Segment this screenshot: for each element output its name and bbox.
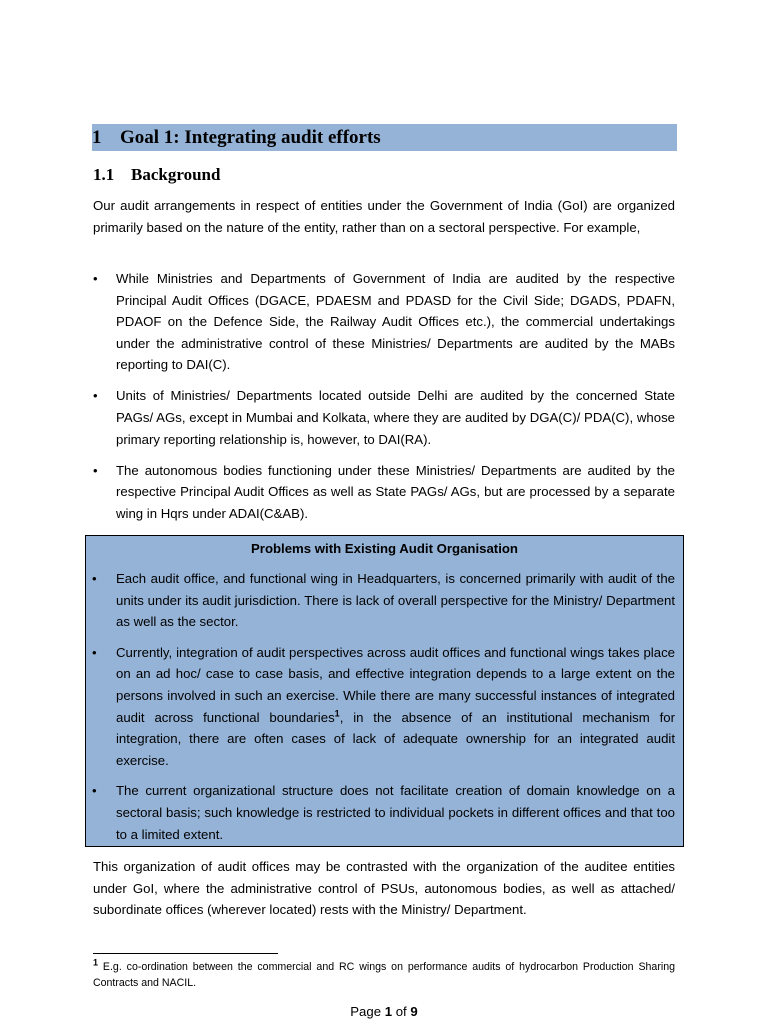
box-list-item <box>92 780 675 845</box>
bullet-icon: • <box>93 388 98 404</box>
bullet-icon: • <box>93 271 98 286</box>
footer-prefix: Page <box>350 1004 385 1019</box>
footnote-reference[interactable]: 1 <box>334 708 340 719</box>
bullet-list <box>93 268 675 534</box>
intro-paragraph: Our audit arrangements in respect of entities under the Government of India (GoI) are organized primarily based on the nature of the entity, rather than on a sectoral perspective. For example, <box>93 198 675 235</box>
footnote-divider <box>93 953 278 954</box>
footnote <box>93 959 675 991</box>
bullet-icon: • <box>92 783 97 799</box>
bullet-icon: • <box>92 644 97 660</box>
box-item-text: Each audit office, and functional wing in Headquarters, is concerned primarily with audit of the units under its audit jurisdiction. There is lack of overall perspective for the Ministry/ Department as well as the sector. <box>116 571 675 630</box>
list-item <box>93 460 675 525</box>
subsection-heading <box>93 164 220 186</box>
box-list-item <box>92 642 675 772</box>
page-footer <box>0 1002 768 1022</box>
box-list-item <box>92 568 675 633</box>
box-item-text: Currently, integration of audit perspectives across audit offices and functional wings takes place on an ad hoc/ case to case basis, and effective integration depends to a large extent on the persons involved in such an exercise. While there are many successful instances of integrated audit across functional boundaries <box>116 644 675 725</box>
section-heading <box>92 124 677 151</box>
closing-paragraph: This organization of audit offices may be contrasted with the organization of the auditee entities under GoI, where the administrative control of PSUs, autonomous bodies, as well as attached/ subordinate offices (wherever located) rests with the Ministry/ Department. <box>93 859 675 918</box>
section-title: Goal 1: Integrating audit efforts <box>120 127 381 148</box>
total-pages: 9 <box>410 1004 418 1019</box>
box-item-text: The current organizational structure does not facilitate creation of domain knowledge on a sectoral basis; such knowledge is restricted to individual pockets in different offices and that too to a limited extent. <box>116 783 675 842</box>
footnote-marker: 1 <box>93 957 99 968</box>
problems-box <box>85 535 684 847</box>
subsection-title: Background <box>131 165 221 184</box>
box-title: Problems with Existing Audit Organisation <box>251 541 518 556</box>
bullet-icon: • <box>92 571 97 586</box>
footnote-text: E.g. co-ordination between the commercial and RC wings on performance audits of hydrocarbon Production Sharing Contracts and NACIL. <box>93 961 675 989</box>
section-number: 1 <box>92 127 102 148</box>
list-item <box>93 268 675 376</box>
list-item-text: Units of Ministries/ Departments located outside Delhi are audited by the concerned State PAGs/ AGs, except in Mumbai and Kolkata, where they are audited by DGA(C)/ PDA(C), whose primary reporting relationship is, however, to DAI(RA). <box>116 388 675 447</box>
list-item <box>93 385 675 450</box>
bullet-icon: • <box>93 462 98 478</box>
list-item-text: The autonomous bodies functioning under these Ministries/ Departments are audited by the respective Principal Audit Offices as well as State PAGs/ AGs, but are processed by a separate wing in Hqrs under ADAI(C&AB). <box>116 462 675 521</box>
footer-middle: of <box>392 1004 411 1019</box>
box-item-text-cont: , in the absence of an institutional mechanism for integration, there are often cases of lack of adequate ownership for an integrated audit exercise. <box>116 709 675 768</box>
subsection-number: 1.1 <box>93 165 115 184</box>
list-item-text: While Ministries and Departments of Government of India are audited by the respective Principal Audit Offices (DGACE, PDAESM and PDASD for the Civil Side; DGADS, PDAFN, PDAOF on the Defence Side, the Railway Audit Offices etc.), the commercial undertakings under the administrative control of these Ministries/ Departments are audited by the MABs reporting to DAI(C). <box>116 271 675 373</box>
box-list <box>92 568 675 854</box>
current-page-number: 1 <box>384 1004 393 1019</box>
